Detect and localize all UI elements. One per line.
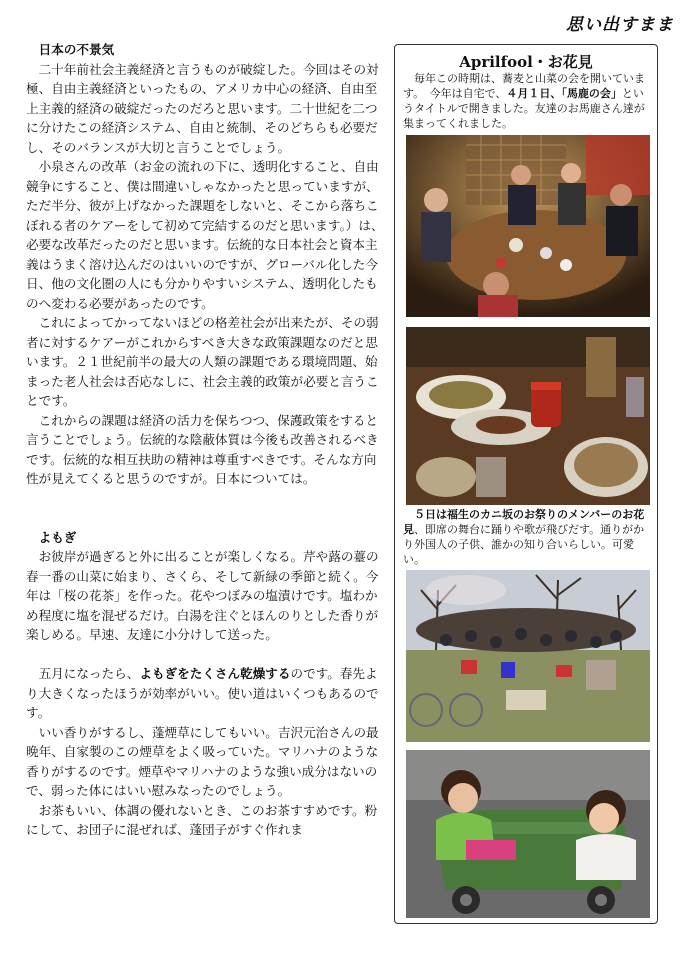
yomogi-p2-pre: 五月になったら、	[38, 666, 140, 681]
caption-bold: ５日は福生のカニ坂のお祭りのメンバーのお花見	[403, 508, 645, 536]
section-title-yomogi: よもぎ	[38, 529, 77, 545]
photo-caption-hanami	[403, 507, 653, 567]
sidebar-intro	[395, 71, 657, 131]
left-column	[26, 40, 386, 840]
sidebar-intro-post: というタイトルで開きました。友達のお馬鹿さん達が集まってくれました。	[403, 87, 645, 130]
section-title-economy: 日本の不景気	[38, 42, 115, 57]
yomogi-paragraph-1: お彼岸が過ぎると外に出ることが楽しくなる。芹や蕗の薹の春一番の山菜に始まり、さくら、そして新緑の季節と続く。今年は「桜の花茶」を作った。花やつぼみの塩漬けです。塩わかめ程度に塩を混ぜるだけ。白湯を注ぐとほんのりとした香りが楽しめる。早速、友達に小分けして送った。	[26, 549, 379, 642]
yomogi-p2-post: のです。春先より大きくなったほうが効率がいい。使い道はいくつもあるのです。	[26, 666, 379, 720]
page-header-title: 思い出すまま	[566, 15, 674, 35]
photo-party-room	[406, 135, 650, 317]
photo-dinner-table	[406, 327, 650, 505]
photo-children-cart	[406, 750, 650, 918]
yomogi-paragraph-3: いい香りがするし、蓬煙草にしてもいい。吉沢元治さんの最晩年、自家製のこの煙草をよく吸っていた。マリハナのような香りがするのです。煙草やマリハナのような強い成分はないので、弱った体にはいい慰みなったのでしょう。	[26, 724, 379, 798]
sidebar-title: Aprilfool・お花見	[459, 53, 593, 71]
right-sidebar-box	[394, 44, 658, 924]
yomogi-p2-bold: よもぎをたくさん乾燥する	[139, 666, 291, 681]
economy-paragraph-3: これによってかってないほどの格差社会が出来たが、その弱者に対するケアーがこれからすべき大きな政策課題なのだと思います。２１世紀前半の最大の人類の課題である環境問題、始まった老人社会は否応なしに、社会主義的政策が必要と言うことです。	[26, 315, 379, 408]
photo-hanami-park	[406, 570, 650, 742]
sidebar-intro-bold: ４月１日、「馬鹿の会」	[506, 87, 622, 100]
economy-paragraph-1: 二十年前社会主義経済と言うものが破綻した。今回はその対極、自由主義経済といったもの、アメリカ中心の経済、自由至上主義的経済の破綻だったのだろと思います。二十世紀を二つに分けたこの経済システム、自由と統制、そのどちらも必要だし、そのバランスが大切と言うことでしょう。	[26, 61, 379, 155]
economy-paragraph-2: 小泉さんの改革（お金の流れの下に、透明化すること、自由競争にすること、僕は間違いしゃなかったと思っていますが、ただ半分、彼が上げなかった課題をしないと、そこから落ちこぼれる者のケアーをして初めて完結するのだと思います。）は、必要な改革だったのだと思います。伝統的な日本社会と資本主義はうまく溶け込んだのはいいのですが、グローバル化した今日、他の文化圏の人にも分かりやすいシステム、透明化したものへ変わる必要があったのです。	[26, 159, 384, 311]
yomogi-paragraph-4: お茶もいい、体調の優れないとき、このお茶すすめです。粉にして、お団子に混ぜれば、蓬団子がすぐ作れま	[26, 802, 378, 837]
economy-paragraph-4: これからの課題は経済の活力を保ちつつ、保護政策をすると言うことでしょう。伝統的な陰蔽体質は今後も改善されるべきです。伝統的な相互扶助の精神は尊重すべきです。そんな方向性が見えてくると思うのですが。日本については。	[26, 412, 379, 486]
sidebar-intro-pre: 毎年この時期は、蕎麦と山菜の会を開いています。 今年は自宅で、	[403, 72, 645, 100]
caption-rest: 、即席の舞台に踊りや歌が飛びだす。通りがかり外国人の子供、誰かの知り合いらしい。可愛い。	[403, 523, 645, 566]
yomogi-paragraph-2	[26, 664, 386, 723]
